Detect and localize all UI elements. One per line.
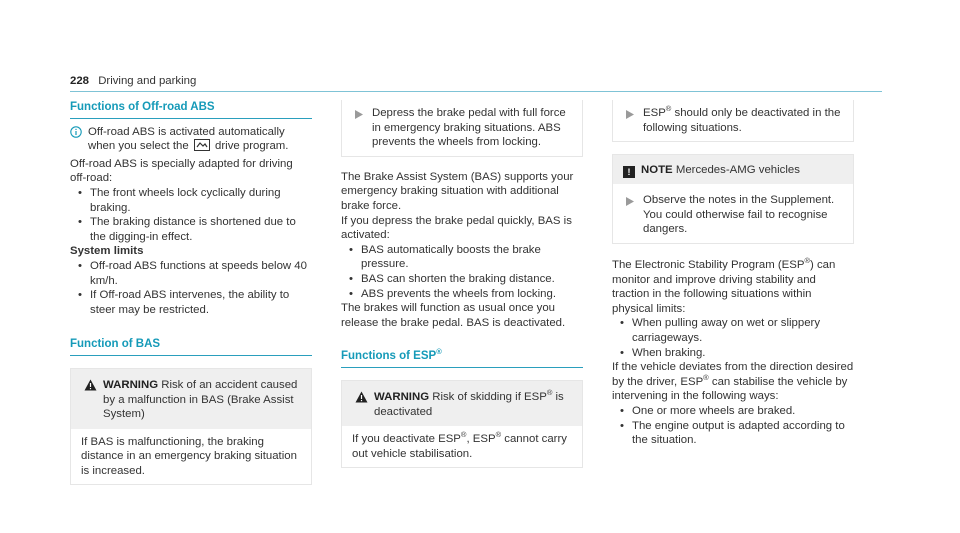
bas-bullets	[341, 243, 583, 301]
warning-body: If BAS is malfunctioning, the braking distance in an emergency braking situation is increased.	[81, 435, 297, 477]
step-item	[352, 106, 572, 150]
list-item: • When braking.	[612, 346, 854, 361]
warning-text: Risk of an accident caused by a malfunction in BAS (Brake Assist System)	[103, 378, 298, 421]
offroad-note	[70, 125, 312, 156]
step-text: ESP	[643, 107, 666, 119]
warning-body-text: If you deactivate ESP	[352, 433, 461, 446]
esp-paragraph	[612, 360, 854, 404]
list-item: • BAS can shorten the braking distance.	[341, 272, 583, 287]
warning-triangle-icon	[84, 379, 97, 396]
step-body	[613, 100, 853, 141]
reg-mark: ®	[665, 104, 672, 114]
warning-header	[342, 381, 582, 426]
heading-rule	[341, 367, 583, 368]
warning-row	[81, 378, 301, 422]
info-icon	[70, 126, 82, 143]
bas-paragraph: The Brake Assist System (BAS) supports your emergency braking situation with additional brake force.	[341, 170, 574, 212]
warning-label: WARNING	[103, 378, 159, 391]
heading-rule	[70, 118, 312, 119]
offroad-drive-icon	[194, 139, 210, 156]
bas-step-box	[341, 100, 583, 157]
offroad-intro: Off-road ABS is specially adapted for driving off-road:	[70, 157, 293, 185]
warning-body	[342, 426, 582, 467]
esp-bullets-1	[612, 316, 854, 360]
list-item: • One or more wheels are braked.	[612, 404, 854, 419]
bas-paragraph: The brakes will function as usual once you release the brake pedal. BAS is deactivated.	[341, 302, 566, 329]
reg-mark: ®	[703, 372, 709, 382]
warning-text: Risk of skidding if ESP	[432, 390, 547, 403]
step-body	[342, 100, 582, 156]
limits-bullets	[70, 259, 312, 317]
step-text: Depress the brake pedal with full force in emergency braking situations. ABS prevents the wheels from locking.	[372, 107, 566, 149]
warning-row	[352, 390, 572, 419]
page-header	[70, 74, 196, 89]
esp-step-box	[612, 100, 854, 142]
list-item: • Off-road ABS functions at speeds below 40 km/h.	[70, 259, 312, 288]
reg-mark: ®	[460, 430, 467, 440]
offroad-abs-heading: Functions of Off-road ABS	[70, 101, 215, 113]
warning-header	[71, 369, 311, 429]
note-body	[613, 184, 853, 243]
step-item	[623, 193, 843, 237]
reg-mark: ®	[804, 256, 810, 266]
esp-heading	[341, 349, 583, 364]
bas-paragraph: If you depress the brake pedal quickly, BAS is activated:	[341, 214, 572, 242]
column-1	[70, 100, 312, 485]
offroad-note-text: Off-road ABS is activated automatically when you select the	[88, 125, 285, 153]
warning-body-text: cannot carry out vehicle stabilisation.	[352, 433, 567, 460]
list-item: • ABS prevents the wheels from locking.	[341, 287, 583, 302]
step-arrow-icon	[626, 109, 634, 124]
header-rule	[70, 91, 882, 92]
note-box	[612, 154, 854, 244]
list-item: • If Off-road ABS intervenes, the ability to steer may be restricted.	[70, 288, 312, 317]
note-exclamation-icon: !	[623, 166, 635, 178]
esp-warning-box	[341, 380, 583, 468]
paragraph-text: ) can monitor and improve driving stability and traction in the following situations within physical limits:	[612, 258, 836, 315]
warning-body-text: , ESP	[466, 433, 496, 446]
step-arrow-icon	[626, 196, 634, 211]
list-item: • BAS automatically boosts the brake pressure.	[341, 243, 583, 272]
paragraph-text: The Electronic Stability Program (ESP	[612, 258, 805, 271]
reg-mark: ®	[436, 347, 442, 357]
offroad-bullets	[70, 186, 312, 244]
reg-mark: ®	[495, 430, 502, 440]
heading-rule	[70, 355, 312, 356]
column-3	[612, 100, 854, 448]
offroad-note-tail: drive program.	[215, 140, 289, 153]
column-2	[341, 100, 583, 468]
list-item: • The front wheels lock cyclically during braking.	[70, 186, 312, 215]
warning-triangle-icon	[355, 391, 368, 408]
esp-paragraph	[612, 258, 854, 316]
page-number: 228	[70, 75, 90, 87]
paragraph-text: can stabilise the vehicle by intervening in the following ways:	[612, 375, 848, 403]
section-title: Driving and parking	[98, 75, 197, 87]
step-text: Observe the notes in the Supplement. You could otherwise fail to recognise dangers.	[643, 194, 835, 236]
esp-heading-text: Functions of ESP	[341, 350, 437, 363]
note-header	[613, 155, 853, 184]
system-limits-heading: System limits	[70, 245, 144, 258]
bas-warning-box	[70, 368, 312, 486]
step-text: should only be deactivated in the following situations.	[643, 107, 841, 134]
warning-label: WARNING	[374, 390, 430, 403]
note-text: Mercedes-AMG vehicles	[675, 164, 800, 177]
warning-text: is deactivated	[374, 390, 564, 418]
list-item: • The engine output is adapted according to the situation.	[612, 419, 854, 448]
paragraph-text: If the vehicle deviates from the direction desired by the driver, ESP	[612, 361, 854, 388]
bas-heading: Function of BAS	[70, 338, 161, 351]
note-label: NOTE	[641, 164, 673, 177]
step-arrow-icon	[355, 109, 363, 124]
esp-bullets-2	[612, 404, 854, 448]
list-item: • When pulling away on wet or slippery carriageways.	[612, 316, 854, 345]
step-item	[623, 106, 843, 135]
list-item: • The braking distance is shortened due to the digging-in effect.	[70, 215, 312, 244]
reg-mark: ®	[546, 388, 553, 398]
